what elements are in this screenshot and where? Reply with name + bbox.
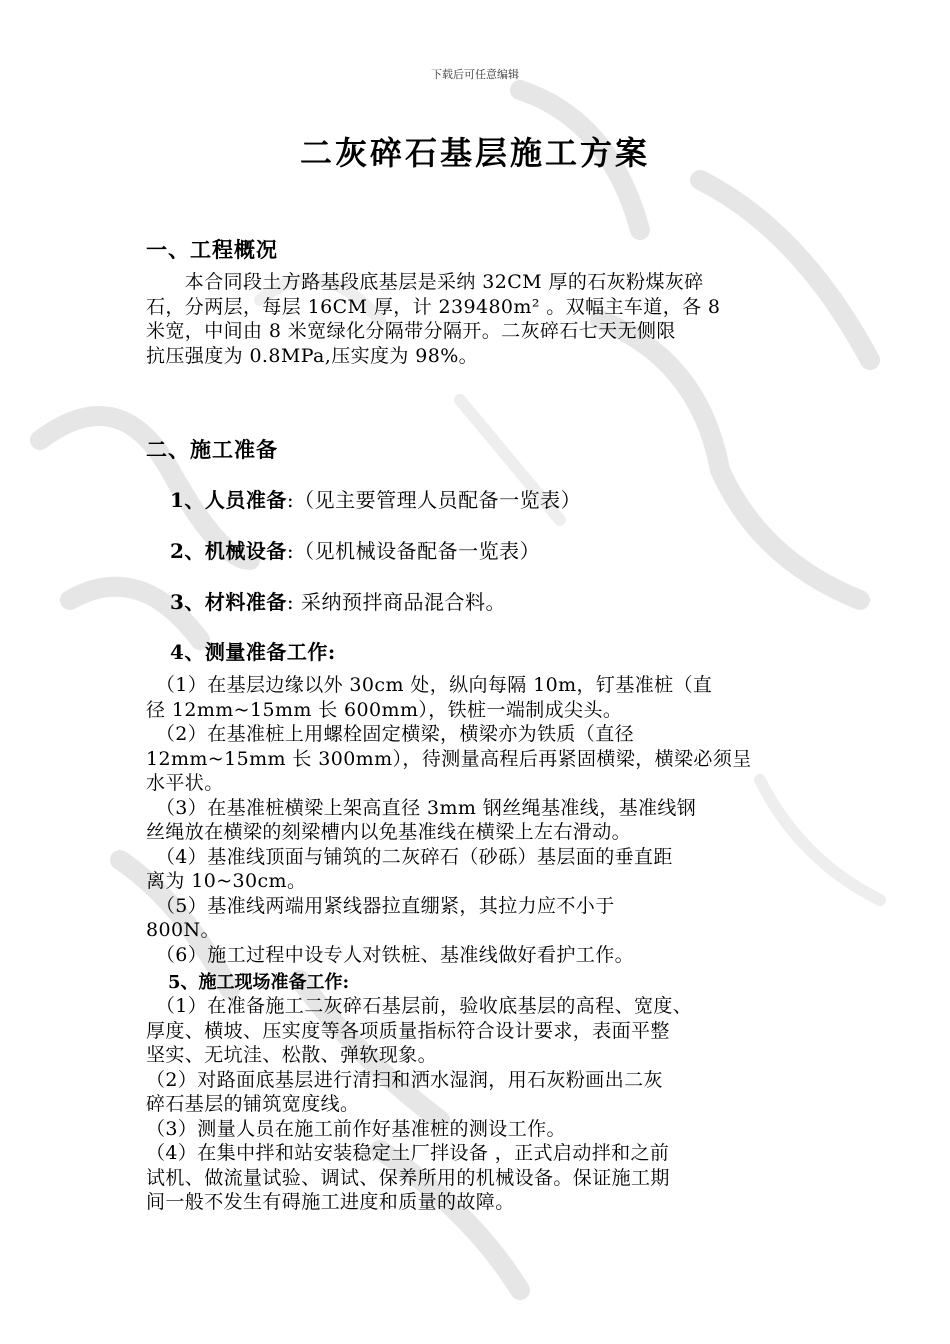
text-line: 坚实、无坑洼、松散、弹软现象。: [146, 1044, 438, 1066]
text-line: 12mm~15mm 长 300mm），待测量高程后再紧固横梁，横梁必须呈: [146, 747, 752, 770]
section-1-heading: 一、工程概况: [146, 237, 278, 262]
text-line: （4）在集中拌和站安装稳定土厂拌设备 ，正式启动拌和之前: [146, 1142, 670, 1164]
header-note: 下载后可任意编辑: [431, 68, 519, 81]
item-text: : 采纳预拌商品混合料。: [286, 590, 507, 614]
site-prep-steps: [146, 994, 810, 1215]
prep-item-materials: [170, 586, 506, 615]
text-line: 离为 10~30cm。: [146, 870, 307, 892]
prep-item-personnel: [170, 484, 581, 513]
prep-item-equipment: [170, 535, 540, 564]
text-line: （1）在基层边缘以外 30cm 处，纵向每隔 10m，钉基准桩（直: [146, 674, 713, 696]
text-line: 抗压强度为 0.8MPa,压实度为 98%。: [146, 344, 479, 367]
section-2-heading: 二、施工准备: [146, 437, 278, 462]
text-line: （2）对路面底基层进行清扫和洒水湿润，用石灰粉画出二灰: [146, 1068, 663, 1091]
text-line: （6）施工过程中设专人对铁桩、基准线做好看护工作。: [146, 943, 634, 966]
text-line: （3）在基准桩横梁上架高直径 3mm 钢丝绳基准线，基准线钢: [146, 796, 697, 819]
text-line: 试机、做流量试验、调试、保养所用的机械设备。保证施工期: [146, 1166, 670, 1189]
prep-item-survey: [170, 636, 336, 665]
document-title: 二灰碎石基层施工方案: [299, 134, 650, 172]
section-1-paragraph: [146, 270, 810, 368]
text-line: 米宽，中间由 8 米宽绿化分隔带分隔开。二灰碎石七天无侧限: [146, 320, 676, 342]
text-line: 丝绳放在横梁的刻梁槽内以免基准线在横梁上左右滑动。: [146, 821, 632, 843]
item-label: 4、测量准备工作:: [170, 640, 336, 664]
text-line: （4）基准线顶面与铺筑的二灰碎石（砂砾）基层面的垂直距: [146, 845, 673, 868]
item-label: 2、机械设备: [170, 539, 287, 563]
text-line: 碎石基层的铺筑宽度线。: [146, 1093, 360, 1115]
survey-steps: [146, 673, 810, 967]
text-line: 径 12mm~15mm 长 600mm），铁桩一端制成尖头。: [146, 698, 623, 721]
text-line: 厚度、横坡、压实度等各项质量指标符合设计要求，表面平整: [146, 1019, 670, 1042]
text-line: 间一般不发生有碍施工进度和质量的故障。: [146, 1191, 515, 1213]
text-line: 石，分两层，每层 16CM 厚，计 239480m² 。双幅主车道，各 8: [146, 295, 721, 318]
text-line: （5）基准线两端用紧线器拉直绷紧，其拉力应不小于: [146, 894, 615, 917]
site-prep-heading: 5、施工现场准备工作:: [168, 972, 350, 993]
text-line: 800N。: [146, 919, 220, 941]
text-line: 本合同段土方路基段底基层是采纳 32CM 厚的石灰粉煤灰碎: [146, 271, 704, 293]
item-label: 3、材料准备: [170, 590, 287, 614]
text-line: （1）在准备施工二灰碎石基层前，验收底基层的高程、宽度、: [146, 995, 693, 1017]
text-line: （2）在基准桩上用螺栓固定横梁，横梁亦为铁质（直径: [146, 723, 634, 745]
item-text: :（见主要管理人员配备一览表）: [286, 488, 582, 512]
text-line: （3）测量人员在施工前作好基准桩的测设工作。: [146, 1117, 566, 1140]
item-text: :（见机械设备配备一览表）: [286, 539, 541, 563]
item-label: 1、人员准备: [170, 488, 287, 512]
text-line: 水平状。: [146, 772, 224, 794]
